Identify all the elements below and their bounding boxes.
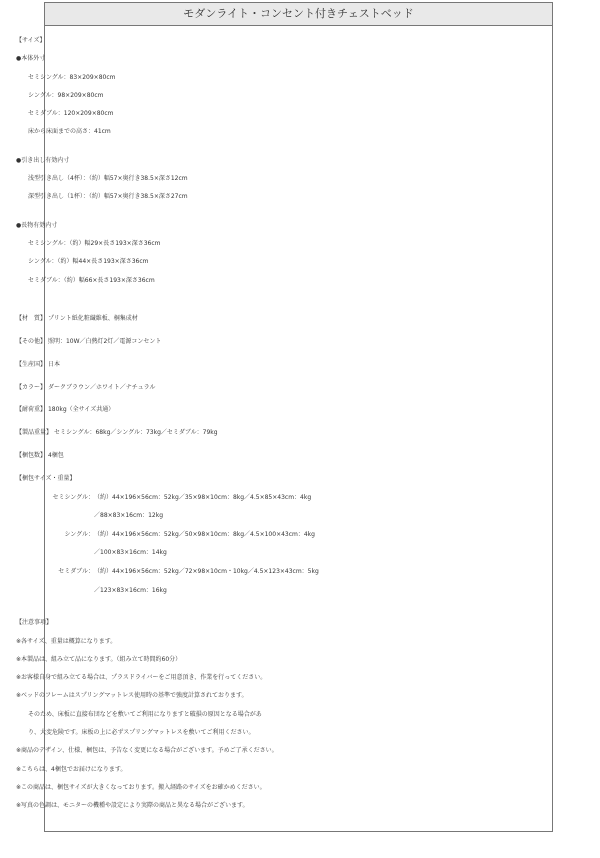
spec-value: 照明：10W／白熱灯2灯／電源コンセント [47, 337, 162, 345]
packing-size-label: セミシングル： [52, 493, 94, 501]
packing-section [16, 470, 592, 600]
long-storage-line: シングル：（約）幅44×長さ193×深さ36cm [28, 258, 149, 266]
spec-label: 【材 質】 [16, 314, 47, 322]
drawer-dimension-line: 深型引き出し（1杯）：（約）幅57×奥行き38.5×深さ27cm [28, 193, 188, 201]
note-line: ※お客様自身で組み立てる場合は、プラスドライバーをご用意頂き、作業を行ってください。 [16, 674, 267, 682]
spec-value: ダークブラウン／ホワイト／ナチュラル [47, 383, 156, 391]
spec-package-count [16, 445, 592, 468]
note-line: ※この商品は、梱包サイズが大きくなっております。搬入経路のサイズをお確かめください。 [16, 783, 266, 791]
spec-value: プリント紙化粧繊維板、桐集成材 [47, 314, 138, 322]
notes-section [16, 614, 592, 815]
note-line: ※商品のデザイン、仕様、梱包は、予告なく変更になる場合がございます。予めご了承ください。 [16, 747, 278, 755]
packing-heading: 【梱包サイズ・重量】 [16, 475, 76, 483]
note-line: ※本製品は、組み立て品になります。（組み立て時間約60分） [16, 655, 182, 663]
packing-size-label: シングル： [64, 530, 94, 538]
packing-row [16, 526, 592, 545]
note-line: そのため、床板に直接布団などを敷いてご利用になりますと破損の原因となる場合があ [28, 710, 262, 718]
long-storage-line: セミダブル：（約）幅66×長さ193×深さ36cm [28, 276, 155, 284]
body-dimension-line: セミダブル：120×209×80cm [28, 110, 114, 118]
packing-line: ／88×83×16cm：12kg [94, 512, 164, 520]
packing-line: （約）44×196×56cm：52kg／72×98×10cm・10kg／4.5×123×43cm：5kg [94, 568, 319, 576]
spec-label: 【カラー】 [16, 383, 47, 391]
packing-size-label: セミダブル： [58, 568, 94, 576]
spec-product-weight [16, 422, 592, 445]
page-title: モダンライト・コンセント付きチェストベッド [45, 3, 552, 26]
spec-value: 4梱包 [47, 452, 64, 460]
note-line: り、大変危険です。床板の上に必ずスプリングマットレスを敷いてご利用ください。 [28, 729, 255, 737]
drawer-dimension-line: 浅型引き出し（4杯）：（約）幅57×奥行き38.5×深さ12cm [28, 175, 188, 183]
body-dimensions-heading: ●本体外寸 [16, 55, 46, 63]
note-line: ※こちらは、4梱包でお届けになります。 [16, 765, 127, 773]
long-storage-heading: ●長物有効内寸 [16, 221, 58, 229]
note-line: ※写真の色調は、モニターの機種や設定により実際の商品と異なる場合がございます。 [16, 802, 249, 810]
packing-line: （約）44×196×56cm：52kg／35×98×10cm：8kg／4.5×85×43cm：4kg [94, 493, 312, 501]
spec-label: 【梱包数】 [16, 452, 47, 460]
long-storage-line: セミシングル：（約）幅29×長さ193×深さ36cm [28, 239, 161, 247]
size-section [16, 32, 592, 290]
body-dimension-line: 床から床面までの高さ：41cm [28, 128, 111, 136]
spec-value: 180kg（全サイズ共通） [47, 406, 115, 414]
specs-section [16, 308, 592, 468]
packing-row-continuation [16, 582, 592, 601]
spec-load-capacity [16, 399, 592, 422]
packing-row [16, 489, 592, 508]
spec-value: 日本 [47, 360, 60, 368]
spec-color [16, 377, 592, 400]
spec-other [16, 331, 592, 354]
packing-row-continuation [16, 544, 592, 563]
drawer-dimensions-heading: ●引き出し有効内寸 [16, 156, 70, 164]
note-line: ※各サイズ、重量は概算になります。 [16, 637, 117, 645]
spec-label: 【耐荷重】 [16, 406, 47, 414]
spec-value: セミシングル：68kg／シングル：73kg／セミダブル：79kg [53, 429, 218, 437]
packing-row [16, 563, 592, 582]
notes-heading: 【注意事項】 [16, 619, 53, 627]
spec-label: 【その他】 [16, 337, 47, 345]
packing-row-continuation [16, 507, 592, 526]
body-dimension-line: シングル：98×209×80cm [28, 91, 104, 99]
spec-content [16, 32, 592, 816]
spec-label: 【製品重量】 [16, 429, 53, 437]
packing-line: （約）44×196×56cm：52kg／50×98×10cm：8kg／4.5×100×43cm：4kg [94, 530, 315, 538]
spec-origin [16, 354, 592, 377]
spec-material [16, 308, 592, 331]
packing-line: ／100×83×16cm：14kg [94, 549, 167, 557]
note-line: ※ベッドのフレームはスプリングマットレス使用時の基準で強度計算されております。 [16, 692, 248, 700]
spec-label: 【生産国】 [16, 360, 47, 368]
body-dimension-line: セミシングル：83×209×80cm [28, 73, 116, 81]
packing-line: ／123×83×16cm：16kg [94, 586, 167, 594]
size-heading: 【サイズ】 [16, 37, 46, 44]
